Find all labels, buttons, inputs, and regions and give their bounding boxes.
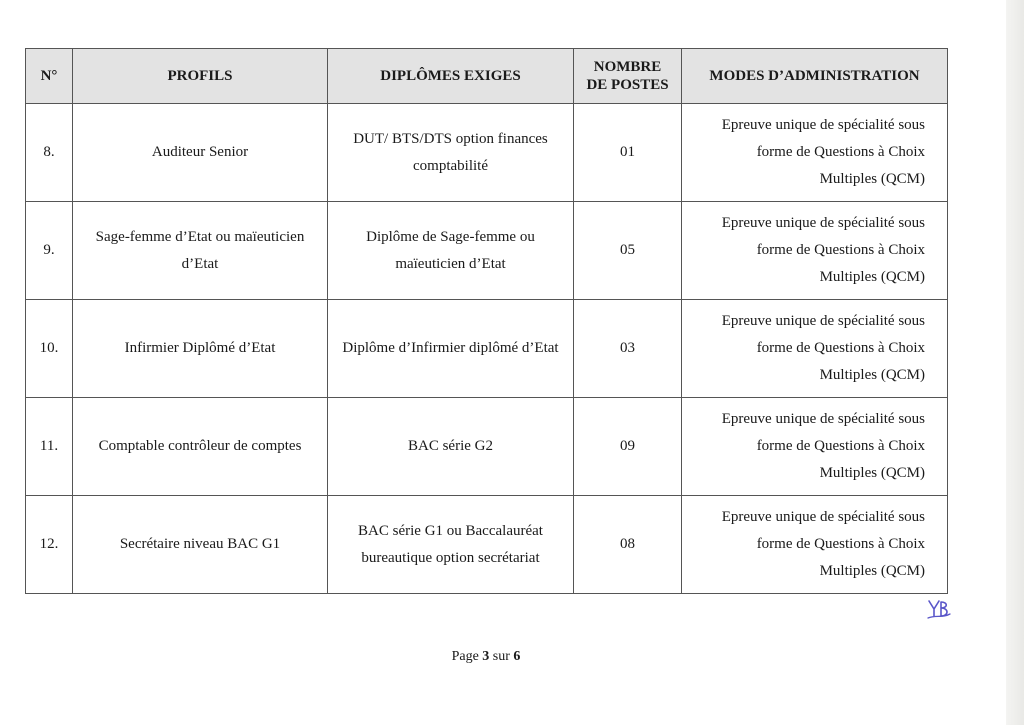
profil-cell — [73, 496, 328, 594]
table-row — [26, 202, 948, 300]
header-nombre-postes — [574, 49, 682, 104]
postes-cell: 09 — [574, 398, 682, 496]
mode-line: Multiples (QCM) — [819, 563, 925, 579]
mode-cell — [682, 398, 948, 496]
mode-cell — [682, 496, 948, 594]
diplome-line: BAC série G2 — [408, 438, 493, 454]
diplome-cell — [328, 496, 574, 594]
header-diplomes: DIPLÔMES EXIGES — [328, 49, 574, 104]
handwritten-initials — [926, 598, 952, 620]
recruitment-table — [25, 48, 948, 594]
diplome-line: BAC série G1 ou Baccalauréat — [358, 522, 543, 539]
profil-line: Comptable contrôleur de comptes — [98, 438, 302, 454]
mode-line: forme de Questions à Choix — [756, 144, 925, 160]
table-row — [26, 496, 948, 594]
diplome-line: maïeuticien d’Etat — [395, 255, 506, 272]
mode-line: forme de Questions à Choix — [756, 340, 925, 356]
diplome-line: bureautique option secrétariat — [361, 549, 540, 566]
profil-line: d’Etat — [181, 255, 219, 272]
page-footer — [0, 649, 972, 665]
table-row — [26, 300, 948, 398]
profil-cell — [73, 300, 328, 398]
mode-line: Multiples (QCM) — [819, 367, 925, 383]
page-edge-shadow — [1006, 0, 1024, 725]
mode-cell — [682, 202, 948, 300]
footer-prefix: Page — [451, 649, 479, 664]
row-number: 9. — [26, 202, 73, 300]
diplome-cell — [328, 300, 574, 398]
mode-line: forme de Questions à Choix — [756, 242, 925, 258]
row-number: 11. — [26, 398, 73, 496]
header-row — [26, 49, 948, 104]
postes-cell: 08 — [574, 496, 682, 594]
row-number: 10. — [26, 300, 73, 398]
profil-cell — [73, 104, 328, 202]
diplome-cell — [328, 398, 574, 496]
header-profils: PROFILS — [73, 49, 328, 104]
diplome-line: comptabilité — [413, 157, 488, 174]
diplome-cell — [328, 202, 574, 300]
postes-cell: 03 — [574, 300, 682, 398]
mode-line: Multiples (QCM) — [819, 269, 925, 285]
diplome-cell — [328, 104, 574, 202]
mode-line: Multiples (QCM) — [819, 465, 925, 481]
recruitment-table-container — [25, 48, 947, 594]
footer-total-pages: 6 — [513, 649, 521, 664]
table-row — [26, 398, 948, 496]
mode-line: forme de Questions à Choix — [756, 536, 925, 552]
profil-cell — [73, 202, 328, 300]
table-row — [26, 104, 948, 202]
profil-cell — [73, 398, 328, 496]
row-number: 12. — [26, 496, 73, 594]
header-num: N° — [26, 49, 73, 104]
diplome-line: Diplôme d’Infirmier diplômé d’Etat — [342, 340, 559, 356]
footer-current-page: 3 — [482, 649, 490, 664]
profil-line: Infirmier Diplômé d’Etat — [124, 340, 276, 356]
header-nombre-line1: NOMBRE — [593, 59, 662, 75]
profil-line: Auditeur Senior — [151, 144, 249, 160]
header-nombre-line2: DE POSTES — [586, 77, 669, 93]
table-header — [26, 49, 948, 104]
diplome-line: DUT/ BTS/DTS option finances — [353, 130, 548, 147]
mode-line: Epreuve unique de spécialité sous — [721, 215, 925, 231]
row-number: 8. — [26, 104, 73, 202]
mode-cell — [682, 104, 948, 202]
postes-cell: 01 — [574, 104, 682, 202]
footer-sep: sur — [492, 649, 510, 664]
profil-line: Sage-femme d’Etat ou maïeuticien — [95, 228, 305, 245]
mode-line: Epreuve unique de spécialité sous — [721, 509, 925, 525]
profil-line: Secrétaire niveau BAC G1 — [119, 536, 281, 552]
mode-cell — [682, 300, 948, 398]
postes-cell: 05 — [574, 202, 682, 300]
mode-line: Epreuve unique de spécialité sous — [721, 313, 925, 329]
mode-line: Epreuve unique de spécialité sous — [721, 117, 925, 133]
diplome-line: Diplôme de Sage-femme ou — [366, 228, 535, 245]
mode-line: Epreuve unique de spécialité sous — [721, 411, 925, 427]
table-body — [26, 104, 948, 594]
header-modes: MODES D’ADMINISTRATION — [682, 49, 948, 104]
mode-line: forme de Questions à Choix — [756, 438, 925, 454]
mode-line: Multiples (QCM) — [819, 171, 925, 187]
